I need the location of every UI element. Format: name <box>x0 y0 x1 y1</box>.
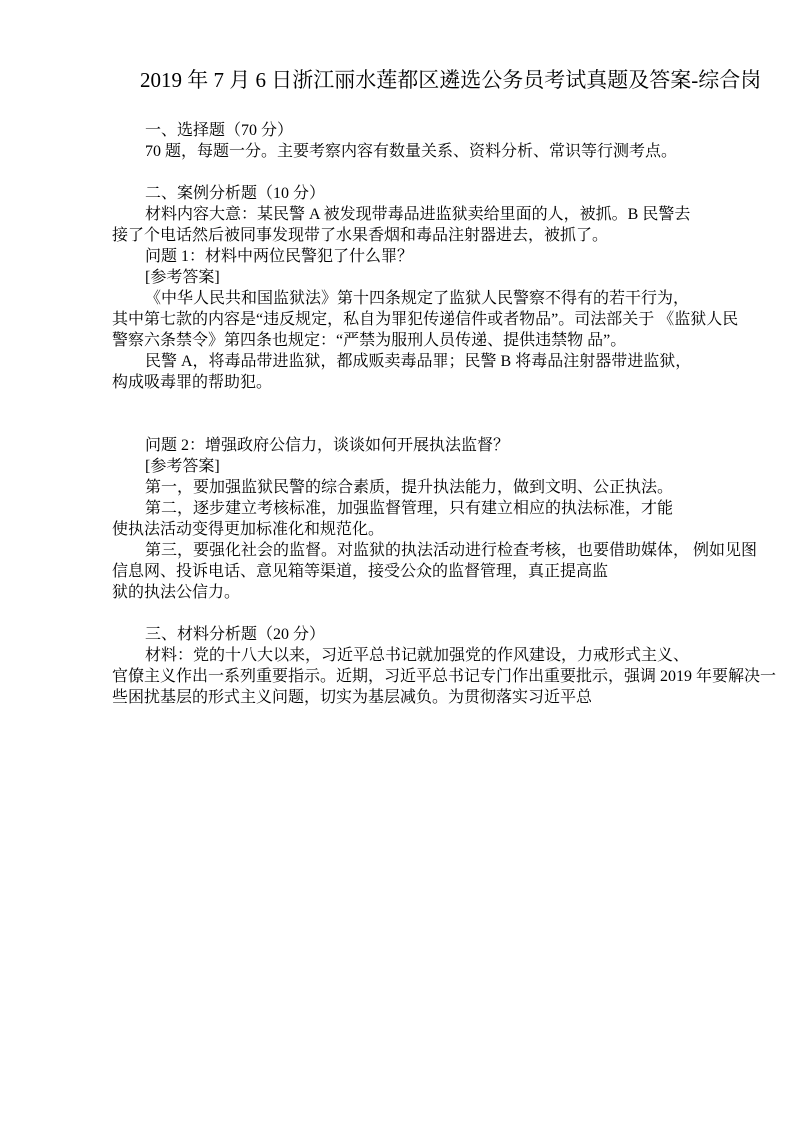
document-line: 三、材料分析题（20 分） <box>145 626 326 643</box>
document-line: 材料内容大意：某民警 A 被发现带毒品进监狱卖给里面的人，被抓。B 民警去 <box>145 206 691 223</box>
document-line: 问题 2：增强政府公信力，谈谈如何开展执法监督？ <box>145 437 510 454</box>
blank-line <box>112 162 784 183</box>
blank-line <box>112 393 784 414</box>
document-content <box>112 64 784 708</box>
document-line: 其中第七款的内容是“违反规定，私自为罪犯传递信件或者物品”。司法部关于 《监狱人民 <box>112 311 739 328</box>
blank-line <box>112 414 784 435</box>
document-line: 材料：党的十八大以来，习近平总书记就加强党的作风建设，力戒形式主义、 <box>145 647 690 664</box>
document-line: 第三，要强化社会的监督。对监狱的执法活动进行检查考核，也要借助媒体， 例如见图 <box>145 542 758 559</box>
document-line: 民警 A，将毒品带进监狱，都成贩卖毒品罪；民警 B 将毒品注射器带进监狱， <box>145 353 692 370</box>
document-line: 《中华人民共和国监狱法》第十四条规定了监狱人民警察不得有的若干行为， <box>145 290 690 307</box>
document-line: 二、案例分析题（10 分） <box>145 185 326 202</box>
document-line: 狱的执法公信力。 <box>112 584 241 601</box>
document-line: 一、选择题（70 分） <box>145 122 294 139</box>
document-line: 接了个电话然后被同事发现带了水果香烟和毒品注射器进去，被抓了。 <box>112 227 609 244</box>
document-line: 构成吸毒罪的帮助犯。 <box>112 374 273 391</box>
document-line: 些困扰基层的形式主义问题，切实为基层减负。为贯彻落实习近平总 <box>112 689 593 706</box>
blank-line <box>112 603 784 624</box>
document-line: [参考答案] <box>145 269 220 286</box>
document-line: 官僚主义作出一系列重要指示。近期，习近平总书记专门作出重要批示，强调 2019 年要解决一 <box>112 668 777 685</box>
document-line: [参考答案] <box>145 458 220 475</box>
document-line: 使执法活动变得更加标准化和规范化。 <box>112 521 385 538</box>
document-line: 70 题，每题一分。主要考察内容有数量关系、资料分析、常识等行测考点。 <box>145 143 678 160</box>
document-body <box>112 120 784 708</box>
document-line: 第二，逐步建立考核标准，加强监督管理，只有建立相应的执法标准，才能 <box>145 500 674 517</box>
document-line: 信息网、投诉电话、意见箱等渠道，接受公众的监督管理，真正提高监 <box>112 563 609 580</box>
document-line: 问题 1：材料中两位民警犯了什么罪？ <box>145 248 414 265</box>
page-title: 2019 年 7 月 6 日浙江丽水莲都区遴选公务员考试真题及答案-综合岗 <box>140 68 762 92</box>
document-line: 第一，要加强监狱民警的综合素质，提升执法能力，做到文明、公正执法。 <box>145 479 674 496</box>
document-line: 警察六条禁令》第四条也规定：“严禁为服刑人员传递、提供违禁物 品”。 <box>112 332 627 349</box>
